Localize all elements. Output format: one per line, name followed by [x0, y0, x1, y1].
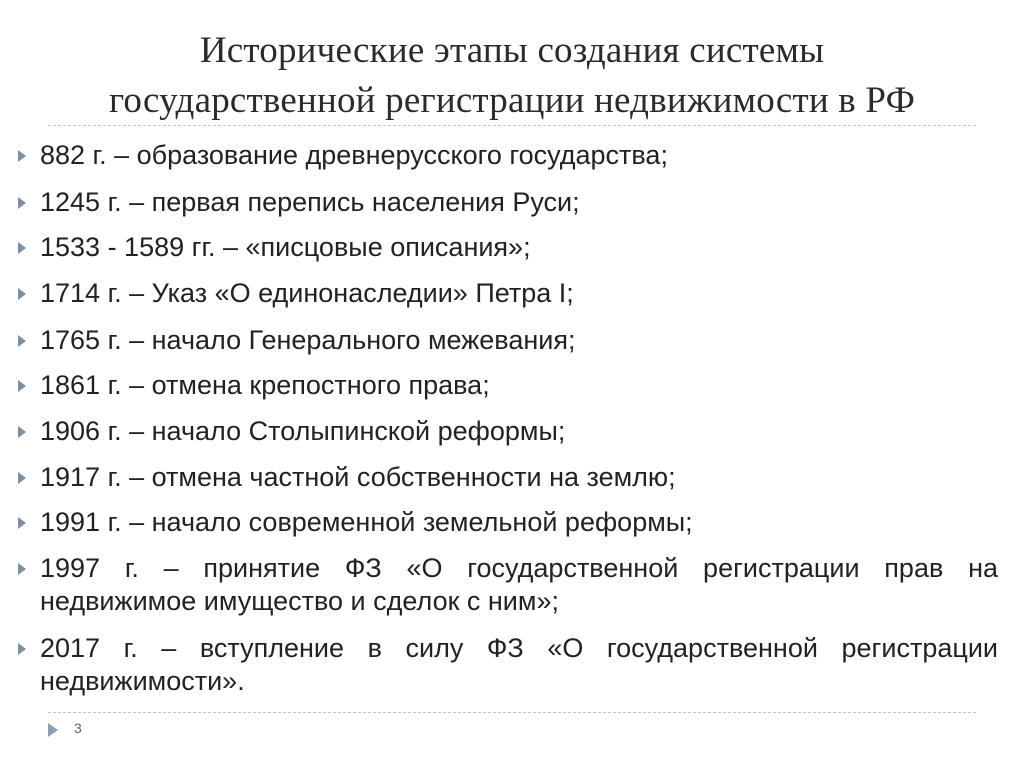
list-item-text: 1533 - 1589 гг. – «писцовые описания»;: [40, 232, 531, 262]
list-item-text: 1861 г. – отмена крепостного права;: [40, 370, 490, 400]
bottom-divider: [48, 712, 976, 713]
list-item-text: 1906 г. – начало Столыпинской реформы;: [40, 416, 566, 446]
list-item-text: 1765 г. – начало Генерального межевания;: [40, 325, 576, 355]
title-line-2: государственной регистрации недвижимости в РФ: [108, 80, 916, 121]
bullet-triangle-icon: [18, 335, 26, 347]
bullet-triangle-icon: [18, 288, 26, 300]
list-item-text: 1991 г. – начало современной земельной реформы;: [40, 507, 693, 537]
bullet-triangle-icon: [18, 472, 26, 484]
bullet-triangle-icon: [18, 563, 26, 575]
bullet-triangle-icon: [18, 197, 26, 209]
list-item-text: 1245 г. – первая перепись населения Руси;: [40, 187, 580, 217]
list-item-text: 1997 г. – принятие ФЗ «О государственной регистрации прав на недвижимое имущество и сделок с ним»;: [40, 553, 998, 616]
list-item-text: 882 г. – образование древнерусского государства;: [40, 140, 668, 170]
bullet-triangle-icon: [18, 150, 26, 162]
bullet-triangle-icon: [18, 380, 26, 392]
footer-triangle-icon: [48, 723, 58, 737]
bullet-triangle-icon: [18, 426, 26, 438]
list-item-text: 1917 г. – отмена частной собственности на землю;: [40, 462, 676, 492]
top-divider: [48, 125, 976, 126]
list-item-text: 2017 г. – вступление в силу ФЗ «О государственной регистрации недвижимости».: [40, 633, 998, 696]
bullet-triangle-icon: [18, 643, 26, 655]
page-number: 3: [74, 720, 82, 736]
bullet-triangle-icon: [18, 242, 26, 254]
list-item-text: 1714 г. – Указ «О единонаследии» Петра I;: [40, 278, 574, 308]
title-line-1: Исторические этапы создания системы: [199, 30, 825, 71]
slide-title: [0, 26, 1024, 126]
bullet-triangle-icon: [18, 517, 26, 529]
